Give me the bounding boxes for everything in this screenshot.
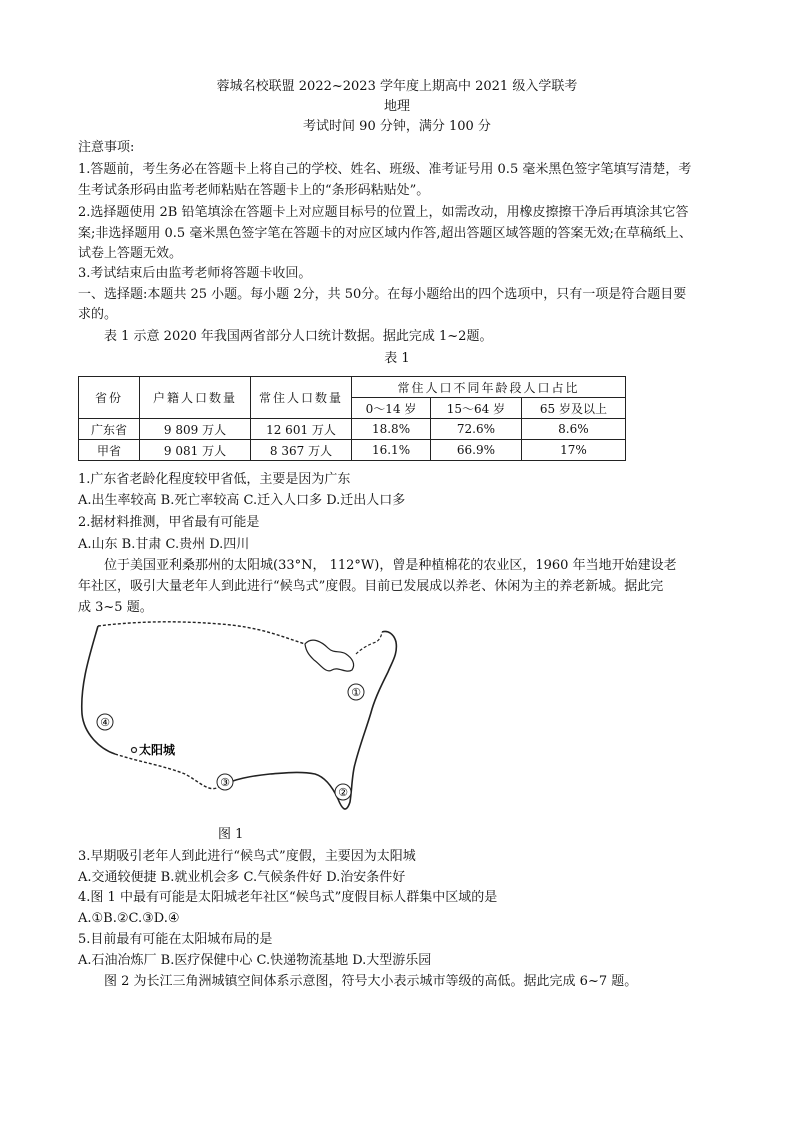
cell-age-65plus: 8.6% [521, 419, 625, 440]
cell-age-65plus: 17% [521, 440, 625, 461]
cell-age-0-14: 16.1% [352, 440, 431, 461]
notes-heading: 注意事项: [78, 140, 135, 155]
cell-age-15-64: 66.9% [431, 440, 522, 461]
gulf-coast [220, 772, 338, 799]
header-age-group: 常住人口不同年龄段人口占比 [352, 377, 626, 398]
marker-1 [348, 684, 364, 700]
question-4-stem: 4.图 1 中最有可能是太阳城老年社区“候鸟式”度假目标人群集中区域的是 [78, 890, 498, 905]
marker-3-label: ③ [220, 776, 230, 789]
question-2-stem: 2.据材料推测，甲省最有可能是 [78, 515, 260, 530]
mexico-border [115, 754, 220, 789]
marker-4-label: ④ [100, 716, 110, 729]
header-province: 省份 [79, 377, 140, 419]
pacific-coast [82, 626, 115, 754]
note-line: 生考试条形码由监考老师粘贴在答题卡上的“条形码粘贴处”。 [78, 183, 430, 198]
question-2-options: A.山东 B.甘肃 C.贵州 D.四川 [78, 537, 250, 552]
great-lakes [305, 640, 354, 671]
table-intro: 表 1 示意 2020 年我国两省部分人口统计数据。据此完成 1~2题。 [104, 329, 493, 344]
marker-2-label: ② [338, 786, 348, 799]
exam-info: 考试时间 90 分钟，满分 100 分 [303, 119, 491, 134]
cell-registered: 9 081 万人 [140, 440, 251, 461]
question-3-stem: 3.早期吸引老年人到此进行“候鸟式”度假，主要因为太阳城 [78, 849, 416, 864]
population-table [78, 376, 626, 461]
table-caption: 表 1 [384, 351, 410, 366]
header-age-0-14: 0～14 岁 [352, 398, 431, 419]
passage-yangtze-delta: 图 2 为长江三角洲城镇空间体系示意图，符号大小表示城市等级的高低。据此完成 6~7 题。 [104, 974, 638, 989]
sun-city-label: 太阳城 [139, 743, 176, 757]
cell-age-0-14: 18.8% [352, 419, 431, 440]
note-line: 试卷上答题无效。 [78, 246, 183, 261]
subject-title: 地理 [383, 99, 410, 114]
table-row [79, 419, 626, 440]
passage-sun-city-end: 成 3~5 题。 [78, 600, 153, 615]
us-map-figure [70, 614, 410, 844]
passage-sun-city-cont: 年社区，吸引大量老年人到此进行“候鸟式”度假。目前已发展成以养老、休闲为主的养老新城。据此完 [78, 579, 664, 594]
cell-age-15-64: 72.6% [431, 419, 522, 440]
passage-sun-city: 位于美国亚利桑那州的太阳城(33°N， 112°W)，曾是种植棉花的农业区，1960 年当地开始建设老 [104, 558, 677, 573]
cell-resident: 8 367 万人 [251, 440, 352, 461]
question-5-options: A.石油冶炼厂 B.医疗保健中心 C.快递物流基地 D.大型游乐园 [78, 953, 432, 968]
marker-2 [335, 784, 351, 800]
header-resident: 常住人口数量 [251, 377, 352, 419]
note-line: 2.选择题使用 2B 铅笔填涂在答题卡上对应题目标号的位置上，如需改动，用橡皮擦擦干净后再填涂其它答 [78, 205, 689, 220]
header-age-65plus: 65 岁及以上 [521, 398, 625, 419]
northeast-border [356, 632, 382, 654]
cell-registered: 9 809 万人 [140, 419, 251, 440]
marker-1-label: ① [351, 686, 361, 699]
question-5-stem: 5.目前最有可能在太阳城布局的是 [78, 932, 273, 947]
note-line: 1.答题前，考生务必在答题卡上将自己的学校、姓名、班级、准考证号用 0.5 毫米黑色签字笔填写清楚，考 [78, 162, 692, 177]
question-3-options: A.交通较便捷 B.就业机会多 C.气候条件好 D.治安条件好 [78, 870, 406, 885]
question-1-stem: 1.广东省老龄化程度较甲省低，主要是因为广东 [78, 472, 351, 487]
cell-province: 甲省 [79, 440, 140, 461]
marker-3 [217, 774, 233, 790]
header-age-15-64: 15～64 岁 [431, 398, 522, 419]
header-registered: 户籍人口数量 [140, 377, 251, 419]
question-1-options: A.出生率较高 B.死亡率较高 C.迁入人口多 D.迁出人口多 [78, 493, 406, 508]
note-line: 3.考试结束后由监考老师将答题卡收回。 [78, 266, 312, 281]
cell-resident: 12 601 万人 [251, 419, 352, 440]
canada-border [98, 622, 305, 644]
exam-title: 蓉城名校联盟 2022~2023 学年度上期高中 2021 级入学联考 [216, 79, 578, 94]
cell-province: 广东省 [79, 419, 140, 440]
section-heading: 一、选择题:本题共 25 小题。每小题 2分，共 50分。在每小题给出的四个选项中，只有一项是符合题目要 [78, 287, 687, 302]
section-heading-cont: 求的。 [78, 307, 118, 322]
table-row [79, 440, 626, 461]
question-4-options: A.①B.②C.③D.④ [78, 911, 180, 926]
marker-4 [97, 714, 113, 730]
sun-city-dot [132, 748, 137, 753]
figure-1-caption: 图 1 [218, 827, 244, 842]
note-line: 案;非选择题用 0.5 毫米黑色签字笔在答题卡的对应区域内作答,超出答题区域答题的答案无效;在草稿纸上、 [78, 226, 692, 241]
